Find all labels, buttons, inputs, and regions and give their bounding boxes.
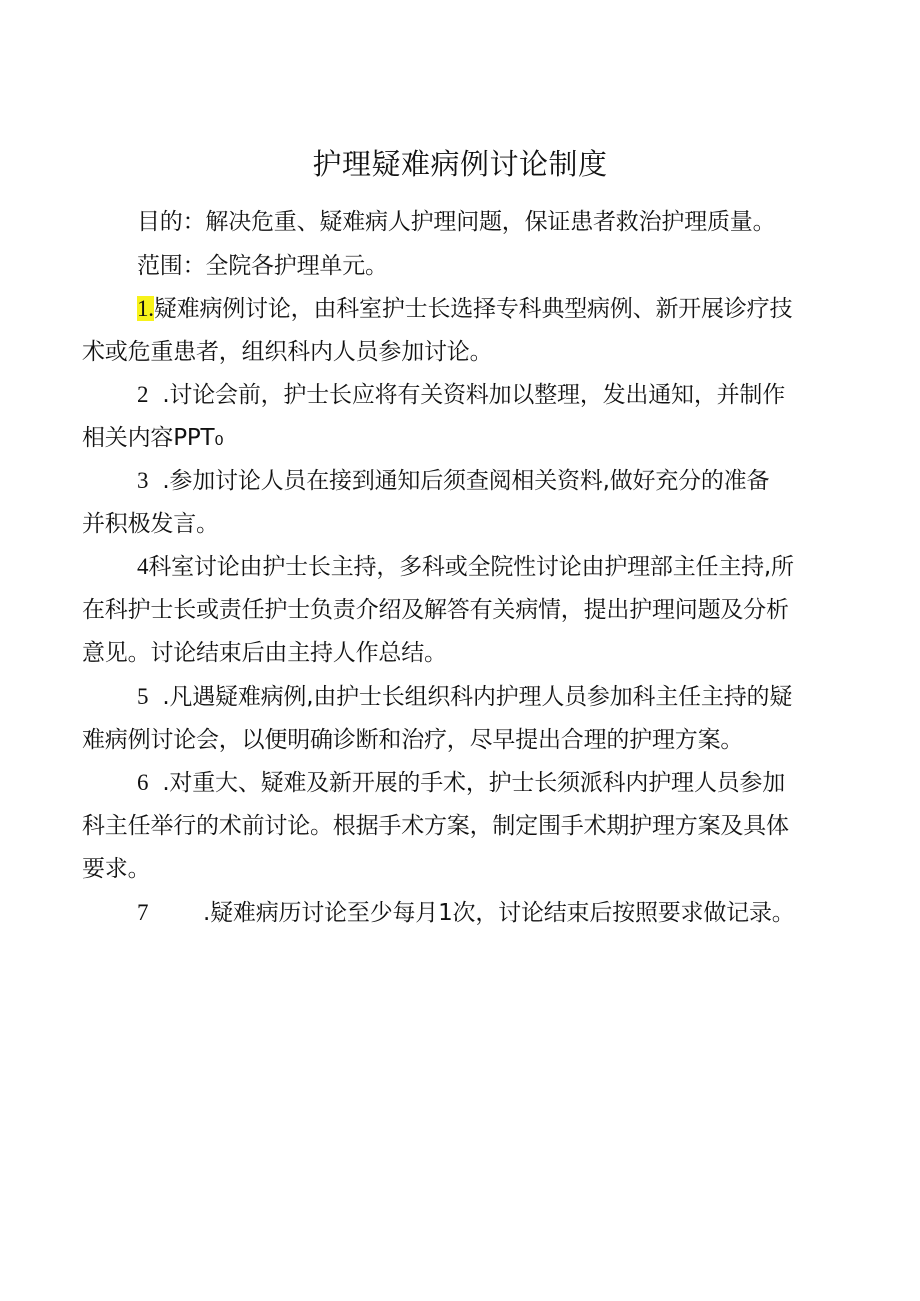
scope-line: 范围：全院各护理单元。: [137, 253, 388, 279]
item-2-first-line: [137, 380, 785, 410]
item-4-text: 科室讨论由护士长主持，多科或全院性讨论由护理部主任主持,所: [148, 554, 794, 580]
item-3-text: .参加讨论人员在接到通知后须查阅相关资料,做好充分的准备: [162, 468, 770, 494]
item-7-first-line: [137, 898, 795, 928]
item-5-text: .凡遇疑难病例,由护士长组织科内护理人员参加科主任主持的疑: [162, 684, 793, 710]
item-1-line-2: 术或危重患者，组织科内人员参加讨论。: [82, 339, 493, 365]
item-1-number: 1.: [137, 296, 154, 321]
item-2-line-2: 相关内容PPT₀: [82, 425, 224, 451]
item-6-line-3: 要求。: [82, 856, 151, 882]
purpose-line: 目的：解决危重、疑难病人护理问题，保证患者救治护理质量。: [137, 209, 776, 235]
item-1-first-line: [137, 294, 792, 324]
item-5-number: 5: [137, 684, 149, 709]
item-7-number: 7: [137, 900, 149, 925]
item-6-line-2: 科主任举行的术前讨论。根据手术方案，制定围手术期护理方案及具体: [82, 813, 789, 839]
item-6-text: .对重大、疑难及新开展的手术，护士长须派科内护理人员参加: [162, 770, 786, 796]
document-title: 护理疑难病例讨论制度: [312, 147, 608, 181]
item-6-number: 6: [137, 770, 149, 795]
item-5-line-2: 难病例讨论会，以便明确诊断和治疗，尽早提出合理的护理方案。: [82, 727, 744, 753]
item-5-first-line: [137, 682, 792, 712]
item-4-line-3: 意见。讨论结束后由主持人作总结。: [82, 640, 447, 666]
item-1-text: 疑难病例讨论，由科室护士长选择专科典型病例、新开展诊疗技: [153, 296, 793, 322]
item-2-number: 2: [137, 382, 149, 407]
item-3-number: 3: [137, 468, 149, 493]
item-4-first-line: [137, 552, 794, 582]
item-2-text: .讨论会前，护士长应将有关资料加以整理，发出通知，并制作: [162, 382, 786, 408]
item-4-line-2: 在科护士长或责任护士负责介绍及解答有关病情，提出护理问题及分析: [82, 597, 789, 623]
item-3-line-2: 并积极发言。: [82, 511, 219, 537]
item-4-number: 4: [137, 554, 149, 579]
item-3-first-line: [137, 466, 769, 496]
item-6-first-line: [137, 768, 785, 798]
item-7-text: .疑难病历讨论至少每月1次，讨论结束后按照要求做记录。: [203, 900, 795, 926]
